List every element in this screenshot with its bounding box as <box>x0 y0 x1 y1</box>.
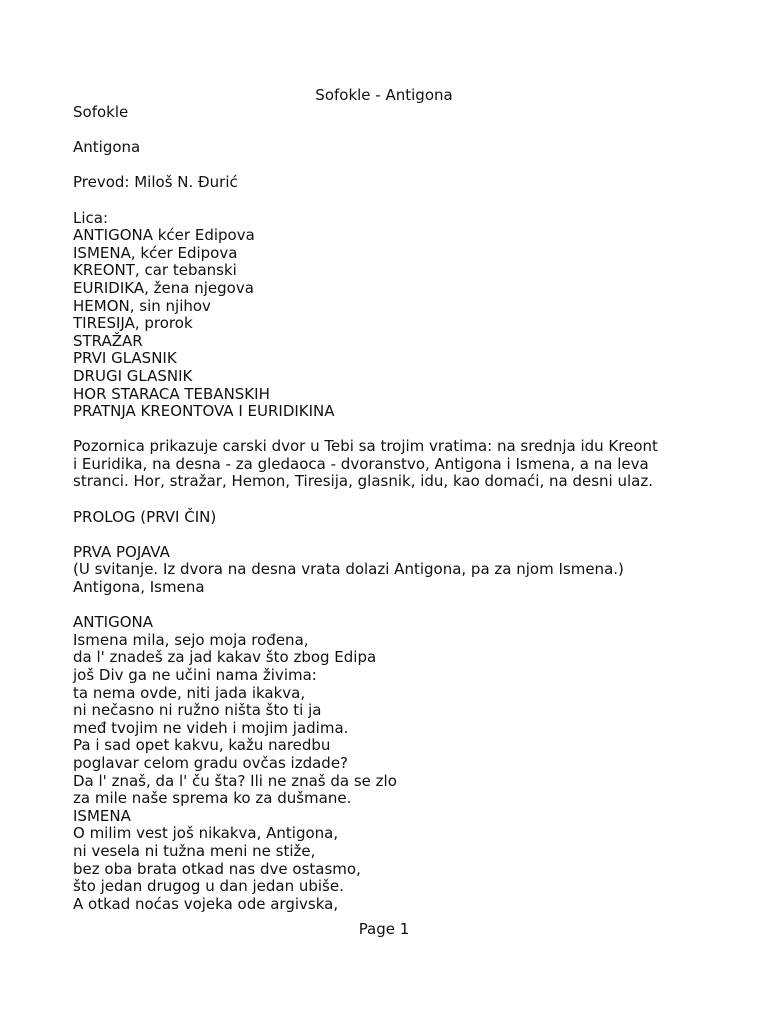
verse-line: da l' znadeš za jad kakav što zbog Edipa <box>73 648 377 667</box>
speaker-name: ISMENA <box>73 806 131 825</box>
character-item: PRATNJA KREONTOVA I EURIDIKINA <box>73 402 335 421</box>
verse-line: Pa i sad opet kakvu, kažu naredbu <box>73 736 331 755</box>
page-header-title: Sofokle - Antigona <box>315 86 453 104</box>
blank-line <box>73 597 733 615</box>
blank-line <box>73 157 733 175</box>
verse-line: još Div ga ne učini nama živima: <box>73 666 317 684</box>
characters-heading: Lica: <box>73 208 109 227</box>
stage-direction-line: stranci. Hor, stražar, Hemon, Tiresija, glasnik, idu, kao domaći, na desni ulaz. <box>73 472 653 491</box>
work-title-line: Antigona <box>73 138 141 157</box>
document-body <box>73 104 733 913</box>
verse-line: A otkad noćas vojeka ode argivska, <box>73 894 339 913</box>
blank-line <box>73 192 733 210</box>
verse-line: ni vesela ni tužna meni ne stiže, <box>73 841 316 860</box>
stage-direction-paragraph <box>73 438 733 491</box>
speaker-name: ANTIGONA <box>73 613 153 632</box>
character-item: STRAŽAR <box>73 331 143 350</box>
stage-direction-line: Pozornica prikazuje carski dvor u Tebi sa trojim vratima: na srednja idu Kreont <box>73 437 658 456</box>
character-item: ANTIGONA kćer Edipova <box>73 226 255 245</box>
blank-line <box>73 526 733 544</box>
verse-line: Ismena mila, sejo moja rođena, <box>73 630 309 649</box>
translator-line: Prevod: Miloš N. Đurić <box>73 173 238 192</box>
scene-direction-line: (U svitanje. Iz dvora na desna vrata dolazi Antigona, pa za njom Ismena.) <box>73 560 624 579</box>
verse-line: bez oba brata otkad nas dve ostasmo, <box>73 859 361 878</box>
character-item: EURIDIKA, žena njegova <box>73 278 254 297</box>
blank-line <box>73 421 733 439</box>
verse-line: Da l' znaš, da l' ču šta? Ili ne znaš da se zlo <box>73 771 397 790</box>
verse-line: međ tvojim ne videh i mojim jadima. <box>73 718 349 737</box>
blank-line <box>73 491 733 509</box>
verse-line: O milim vest još nikakva, Antigona, <box>73 824 339 843</box>
character-item: PRVI GLASNIK <box>73 349 177 368</box>
verse-line: za mile naše sprema ko za dušmane. <box>73 789 352 808</box>
character-item: ISMENA, kćer Edipova <box>73 243 238 262</box>
characters-list <box>73 227 733 421</box>
character-item: HEMON, sin njihov <box>73 296 211 315</box>
verse-line: poglavar celom gradu ovčas izdade? <box>73 753 349 772</box>
verse-line: ta nema ovde, niti jada ikakva, <box>73 683 306 702</box>
page-number: Page 1 <box>358 920 410 938</box>
stage-direction-line: i Euridika, na desna - za gledaoca - dvoranstvo, Antigona i Ismena, a na leva <box>73 454 649 473</box>
prologue-heading: PROLOG (PRVI ČIN) <box>73 507 217 526</box>
blank-line <box>73 122 733 140</box>
scene-characters-line: Antigona, Ismena <box>73 578 205 597</box>
scene-heading: PRVA POJAVA <box>73 542 170 561</box>
character-item: TIRESIJA, prorok <box>73 314 193 333</box>
character-item: KREONT, car tebanski <box>73 261 237 280</box>
speech-block-ismena <box>73 825 733 913</box>
character-item: HOR STARACA TEBANSKIH <box>73 384 270 403</box>
speech-block-antigona <box>73 632 733 808</box>
character-item: DRUGI GLASNIK <box>73 366 193 385</box>
verse-line: ni nečasno ni ružno ništa što ti ja <box>73 701 322 720</box>
verse-line: što jedan drugog u dan jedan ubiše. <box>73 877 344 896</box>
author-line: Sofokle <box>73 103 129 121</box>
